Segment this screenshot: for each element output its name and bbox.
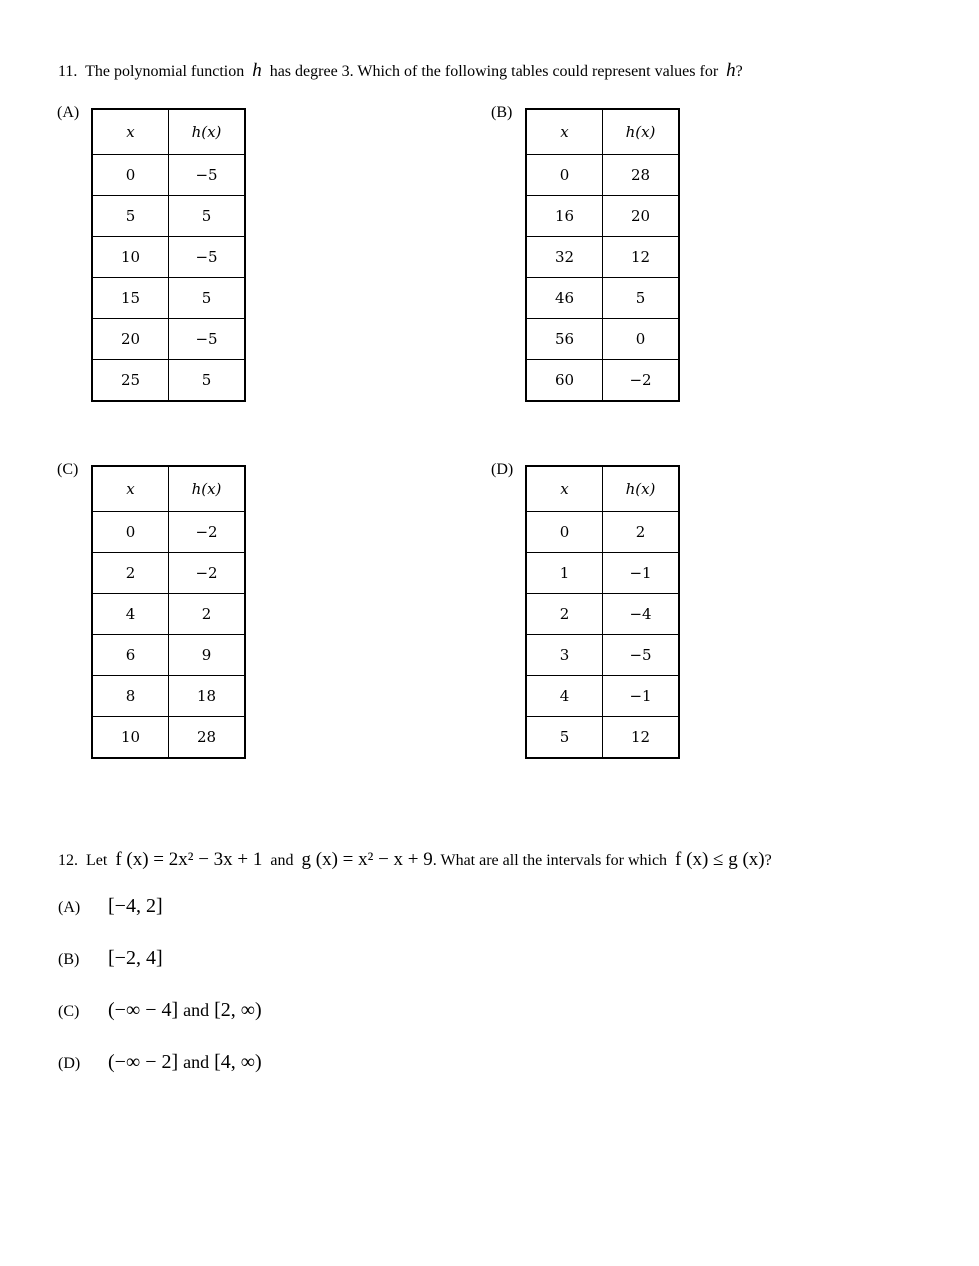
choice-c[interactable] bbox=[58, 999, 262, 1022]
question-text: . What are all the intervals for which bbox=[432, 852, 668, 869]
question-mark: ? bbox=[764, 852, 772, 869]
cell-h: 20 bbox=[603, 196, 680, 237]
cell-h: 2 bbox=[603, 512, 680, 553]
f-definition: f (x) = 2x² − 3x + 1 bbox=[115, 849, 263, 870]
cell-x: 6 bbox=[92, 635, 169, 676]
choice-a[interactable] bbox=[58, 895, 163, 918]
cell-h: 9 bbox=[169, 635, 246, 676]
cell-x: 15 bbox=[92, 278, 169, 319]
table-row bbox=[526, 196, 679, 237]
table-row bbox=[526, 512, 679, 553]
choice-label: (B) bbox=[58, 951, 80, 968]
header-h: h(x) bbox=[169, 109, 246, 155]
question-number: 11. bbox=[58, 63, 78, 80]
cell-h: −2 bbox=[169, 553, 246, 594]
cell-h: −2 bbox=[603, 360, 680, 402]
cell-x: 1 bbox=[526, 553, 603, 594]
cell-h: 5 bbox=[169, 278, 246, 319]
cell-x: 8 bbox=[92, 676, 169, 717]
values-table bbox=[525, 108, 680, 402]
variable-h: h bbox=[252, 60, 262, 81]
question-text: and bbox=[270, 852, 294, 869]
option-label: (B) bbox=[491, 104, 513, 121]
cell-x: 5 bbox=[92, 196, 169, 237]
table-row bbox=[526, 553, 679, 594]
table-row bbox=[526, 278, 679, 319]
cell-h: −1 bbox=[603, 676, 680, 717]
values-table bbox=[91, 465, 246, 759]
table-row bbox=[526, 155, 679, 196]
cell-x: 25 bbox=[92, 360, 169, 402]
choice-value: [−2, 4] bbox=[108, 947, 163, 969]
cell-x: 56 bbox=[526, 319, 603, 360]
question-11 bbox=[58, 60, 743, 82]
table-row bbox=[92, 278, 245, 319]
table-row bbox=[526, 319, 679, 360]
cell-x: 46 bbox=[526, 278, 603, 319]
question-number: 12. bbox=[58, 852, 78, 869]
table-row bbox=[92, 676, 245, 717]
table-row bbox=[92, 717, 245, 759]
header-h: h(x) bbox=[603, 466, 680, 512]
table-row bbox=[526, 237, 679, 278]
cell-x: 0 bbox=[526, 512, 603, 553]
option-label: (A) bbox=[57, 104, 80, 121]
cell-h: −5 bbox=[603, 635, 680, 676]
option-label: (C) bbox=[57, 461, 79, 478]
cell-x: 16 bbox=[526, 196, 603, 237]
cell-x: 32 bbox=[526, 237, 603, 278]
cell-h: 12 bbox=[603, 717, 680, 759]
table-row bbox=[92, 237, 245, 278]
g-definition: g (x) = x² − x + 9 bbox=[301, 849, 433, 870]
cell-h: −5 bbox=[169, 319, 246, 360]
cell-h: 2 bbox=[169, 594, 246, 635]
choice-label: (D) bbox=[58, 1055, 81, 1072]
cell-h: −4 bbox=[603, 594, 680, 635]
table-row bbox=[526, 676, 679, 717]
choice-value: (−∞ − 4] bbox=[108, 999, 179, 1021]
cell-h: −5 bbox=[169, 155, 246, 196]
cell-h: 28 bbox=[169, 717, 246, 759]
question-text: The polynomial function bbox=[85, 63, 245, 80]
cell-x: 4 bbox=[92, 594, 169, 635]
cell-h: 5 bbox=[169, 360, 246, 402]
cell-x: 0 bbox=[92, 512, 169, 553]
cell-x: 0 bbox=[92, 155, 169, 196]
cell-x: 2 bbox=[526, 594, 603, 635]
values-table bbox=[525, 465, 680, 759]
table-row bbox=[92, 594, 245, 635]
table-row bbox=[526, 360, 679, 402]
choice-label: (C) bbox=[58, 1003, 80, 1020]
question-12 bbox=[58, 849, 772, 871]
table-row bbox=[526, 717, 679, 759]
question-text: Let bbox=[86, 852, 108, 869]
table-header-row bbox=[526, 109, 679, 155]
table-header-row bbox=[526, 466, 679, 512]
cell-x: 4 bbox=[526, 676, 603, 717]
choice-value: [4, ∞) bbox=[214, 1051, 262, 1073]
table-row bbox=[526, 635, 679, 676]
table-row bbox=[92, 553, 245, 594]
cell-x: 0 bbox=[526, 155, 603, 196]
header-h: h(x) bbox=[603, 109, 680, 155]
cell-h: −5 bbox=[169, 237, 246, 278]
choice-value: (−∞ − 2] bbox=[108, 1051, 179, 1073]
cell-x: 5 bbox=[526, 717, 603, 759]
cell-h: 12 bbox=[603, 237, 680, 278]
cell-x: 10 bbox=[92, 717, 169, 759]
question-text: has degree 3. Which of the following tables could represent values for bbox=[269, 63, 719, 80]
table-row bbox=[92, 319, 245, 360]
header-x: x bbox=[526, 109, 603, 155]
cell-h: 5 bbox=[603, 278, 680, 319]
cell-x: 20 bbox=[92, 319, 169, 360]
cell-h: −2 bbox=[169, 512, 246, 553]
header-h: h(x) bbox=[169, 466, 246, 512]
inequality: f (x) ≤ g (x) bbox=[675, 849, 765, 870]
cell-x: 10 bbox=[92, 237, 169, 278]
cell-x: 3 bbox=[526, 635, 603, 676]
table-row bbox=[92, 635, 245, 676]
variable-h: h bbox=[726, 60, 736, 81]
choice-value: [2, ∞) bbox=[214, 999, 262, 1021]
table-row bbox=[92, 155, 245, 196]
table-row bbox=[92, 512, 245, 553]
table-row bbox=[526, 594, 679, 635]
choice-d[interactable] bbox=[58, 1051, 262, 1074]
choice-value: [−4, 2] bbox=[108, 895, 163, 917]
cell-h: 28 bbox=[603, 155, 680, 196]
cell-h: 0 bbox=[603, 319, 680, 360]
table-header-row bbox=[92, 109, 245, 155]
cell-x: 2 bbox=[92, 553, 169, 594]
choice-b[interactable] bbox=[58, 947, 163, 970]
header-x: x bbox=[92, 109, 169, 155]
option-label: (D) bbox=[491, 461, 514, 478]
choice-and: and bbox=[183, 1052, 210, 1072]
choice-label: (A) bbox=[58, 899, 81, 916]
table-row bbox=[92, 360, 245, 402]
question-mark: ? bbox=[735, 63, 743, 80]
table-header-row bbox=[92, 466, 245, 512]
header-x: x bbox=[92, 466, 169, 512]
cell-x: 60 bbox=[526, 360, 603, 402]
header-x: x bbox=[526, 466, 603, 512]
cell-h: 5 bbox=[169, 196, 246, 237]
table-row bbox=[92, 196, 245, 237]
choice-and: and bbox=[183, 1000, 210, 1020]
cell-h: 18 bbox=[169, 676, 246, 717]
values-table bbox=[91, 108, 246, 402]
cell-h: −1 bbox=[603, 553, 680, 594]
